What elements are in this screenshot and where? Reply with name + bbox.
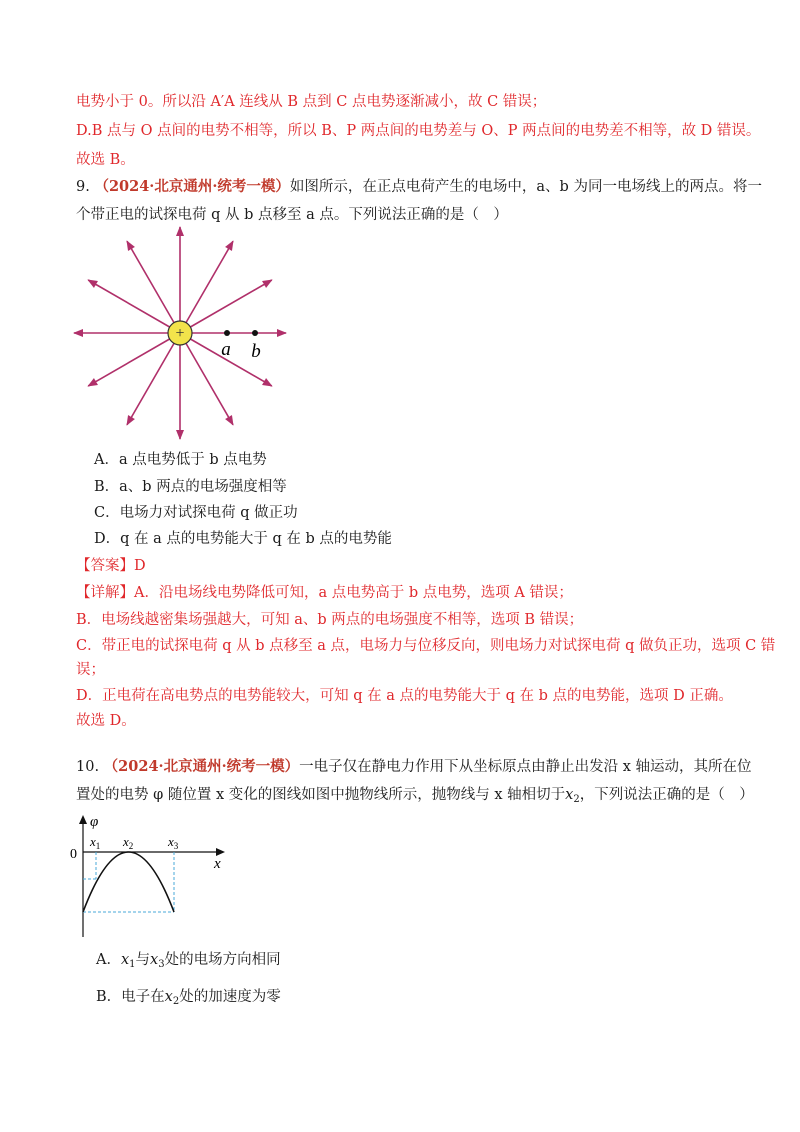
q10-option-a bbox=[96, 950, 281, 975]
q10-option-a-x1-sub: 1 bbox=[129, 959, 136, 970]
point-a-label: a bbox=[221, 339, 231, 360]
point-a-dot bbox=[224, 330, 230, 336]
detail-tag: 【详解】 bbox=[76, 585, 134, 601]
q9-source: （2024·北京通州·统考一模） bbox=[94, 178, 290, 195]
x2-var: x bbox=[123, 834, 129, 849]
q10-number: 10. bbox=[76, 759, 100, 775]
detail-a-text: A．沿电场线电势降低可知，a 点电势高于 b 点电势，选项 A 错误； bbox=[134, 585, 573, 601]
q9-answer bbox=[76, 556, 146, 576]
x-axis-label: x bbox=[214, 856, 221, 872]
q10-stem-line2 bbox=[76, 785, 754, 810]
q10-stem-text2a: 置处的电势 φ 随位置 x 变化的图线如图中抛物线所示，抛物线与 x 轴相切于 bbox=[76, 787, 566, 803]
q9-option-a: A．a 点电势低于 b 点电势 bbox=[94, 452, 267, 468]
phi-axis-label: φ bbox=[90, 814, 99, 830]
q10-x2-sub: 2 bbox=[573, 794, 580, 805]
field-line-arrow bbox=[127, 343, 174, 424]
q9-option-d: D．q 在 a 点的电势能大于 q 在 b 点的电势能 bbox=[94, 531, 392, 547]
potential-parabola bbox=[83, 852, 174, 912]
q10-option-a-prefix: A． bbox=[96, 952, 121, 968]
q10-option-a-x3-sub: 3 bbox=[158, 959, 165, 970]
q10-stem-text1: 一电子仅在静电力作用下从坐标原点由静止出发沿 x 轴运动，其所在位 bbox=[299, 759, 752, 775]
q10-option-b-suffix: 处的加速度为零 bbox=[179, 989, 281, 1005]
field-line-arrow bbox=[190, 280, 271, 327]
x3-label bbox=[167, 834, 179, 851]
x2-label bbox=[122, 834, 133, 851]
answer-tag: 【答案】 bbox=[76, 558, 134, 574]
q9-detail-b: B．电场线越密集场强越大，可知 a、b 两点的电场强度不相等，选项 B 错误； bbox=[76, 612, 584, 628]
point-b-label: b bbox=[251, 341, 261, 362]
q10-option-b-x2-sub: 2 bbox=[172, 996, 180, 1007]
q9-detail-c2: 误； bbox=[76, 662, 105, 678]
prev-answer-conclusion: 故选 B。 bbox=[76, 152, 135, 168]
prev-answer-line2: D.B 点与 O 点间的电势不相等，所以 B、P 两点间的电势差与 O、P 两点间的电势差不相等，故 D 错误。 bbox=[76, 123, 761, 139]
q9-stem-line2: 个带正电的试探电荷 q 从 b 点移至 a 点。下列说法正确的是（ ） bbox=[76, 207, 508, 223]
q9-field-diagram bbox=[70, 222, 300, 444]
q10-option-b-x2: x bbox=[164, 989, 173, 1005]
q10-option-b-prefix: B．电子在 bbox=[96, 989, 165, 1005]
q9-stem-text1: 如图所示，在正点电荷产生的电场中，a、b 为同一电场线上的两点。将一 bbox=[289, 179, 762, 195]
x1-label bbox=[89, 834, 100, 851]
field-line-arrow bbox=[186, 241, 233, 322]
prev-answer-line1: 电势小于 0。所以沿 A′A 连线从 B 点到 C 点电势逐渐减小，故 C 错误； bbox=[76, 94, 547, 110]
q10-x2-var: x bbox=[565, 787, 574, 803]
x1-sub: 1 bbox=[95, 841, 101, 851]
origin-label: 0 bbox=[70, 847, 77, 862]
q10-option-a-mid: 与 bbox=[135, 952, 151, 968]
q9-option-b: B．a、b 两点的电场强度相等 bbox=[94, 479, 287, 495]
q10-stem-text2b: ，下列说法正确的是（ ） bbox=[579, 787, 754, 803]
q9-stem-line1 bbox=[76, 177, 762, 197]
q9-conclusion: 故选 D。 bbox=[76, 713, 136, 729]
q9-detail-a bbox=[76, 583, 573, 603]
q10-option-a-suffix: 处的电场方向相同 bbox=[164, 952, 281, 968]
q10-stem-line1 bbox=[76, 757, 752, 777]
q9-option-c: C．电场力对试探电荷 q 做正功 bbox=[94, 505, 298, 521]
x2-sub: 2 bbox=[128, 841, 134, 851]
x3-var: x bbox=[168, 834, 174, 849]
q9-detail-c1: C．带正电的试探电荷 q 从 b 点移至 a 点，电场力与位移反向，则电场力对试探电荷 q 做负正功，选项 C 错 bbox=[76, 638, 776, 654]
q9-detail-d: D．正电荷在高电势点的电势能较大，可知 q 在 a 点的电势能大于 q 在 b 点的电势能，选项 D 正确。 bbox=[76, 688, 733, 704]
field-line-arrow bbox=[88, 280, 169, 327]
q10-option-a-x1: x bbox=[120, 952, 130, 968]
x3-sub: 3 bbox=[173, 841, 179, 851]
answer-value: D bbox=[134, 558, 146, 574]
x-axis-arrow bbox=[216, 848, 225, 856]
field-line-arrow bbox=[88, 339, 169, 386]
y-axis-arrow bbox=[79, 815, 87, 824]
q10-potential-graph bbox=[70, 812, 240, 942]
field-line-arrow bbox=[127, 241, 174, 322]
point-b-dot bbox=[252, 330, 258, 336]
x1-var: x bbox=[90, 834, 96, 849]
q10-option-a-x3: x bbox=[150, 952, 159, 968]
q10-option-b bbox=[96, 987, 281, 1012]
q9-number: 9. bbox=[76, 179, 90, 195]
q10-source: （2024·北京通州·统考一模） bbox=[103, 758, 300, 775]
charge-plus-sign: + bbox=[175, 325, 185, 342]
